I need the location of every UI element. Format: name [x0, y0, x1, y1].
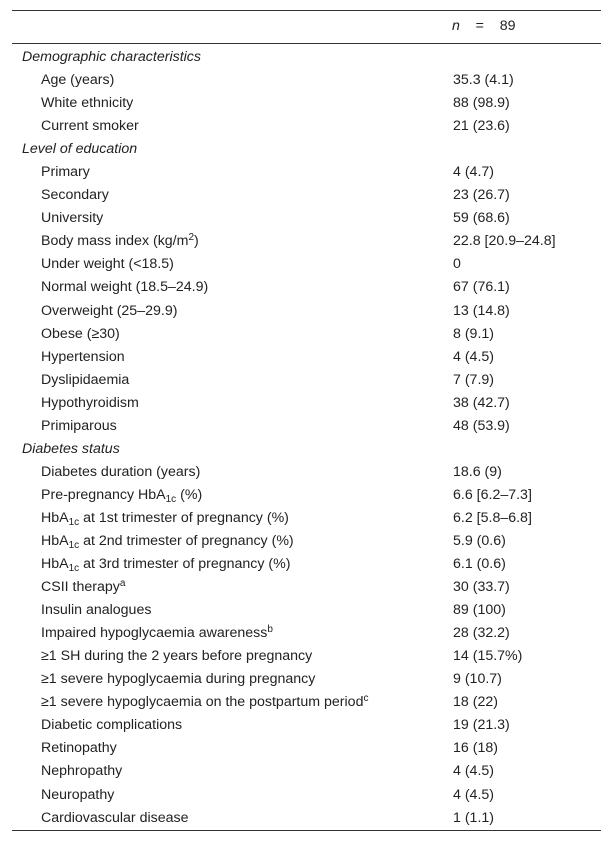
row-label — [41, 300, 177, 323]
label-text: Pre-pregnancy HbA — [41, 486, 166, 503]
section-heading-row — [12, 46, 601, 69]
label-text: Primiparous — [41, 417, 117, 434]
table-row — [12, 784, 601, 807]
row-value: 21 (23.6) — [453, 118, 510, 135]
label-text: ≥1 severe hypoglycaemia on the postpartum period — [41, 694, 364, 711]
row-label — [41, 346, 125, 369]
table-row — [12, 668, 601, 691]
row-value: 23 (26.7) — [453, 187, 510, 204]
table-body — [12, 44, 601, 830]
row-label — [41, 369, 129, 392]
row-label — [41, 69, 114, 92]
row-label — [41, 415, 117, 438]
label-subscript: 1c — [68, 539, 80, 551]
label-text: Current smoker — [41, 118, 139, 135]
label-suffix: ) — [194, 233, 199, 250]
row-label — [41, 807, 188, 830]
table-row — [12, 369, 601, 392]
label-superscript: b — [267, 624, 273, 636]
table-row — [12, 300, 601, 323]
row-label — [41, 530, 294, 553]
row-label — [41, 323, 120, 346]
table-row — [12, 392, 601, 415]
row-value: 6.6 [6.2–7.3] — [453, 486, 532, 503]
row-value: 22.8 [20.9–24.8] — [453, 233, 556, 250]
label-subscript: 1c — [68, 563, 80, 575]
table-row — [12, 161, 601, 184]
n-symbol: n — [452, 18, 460, 34]
label-text: Secondary — [41, 187, 109, 204]
label-text: Body mass index (kg/m — [41, 233, 189, 250]
row-value: 88 (98.9) — [453, 95, 510, 112]
label-text: Neuropathy — [41, 786, 115, 803]
label-text: Diabetes duration (years) — [41, 463, 201, 480]
section-heading-row — [12, 138, 601, 161]
table-row — [12, 645, 601, 668]
row-value: 4 (4.7) — [453, 164, 495, 181]
table-row — [12, 714, 601, 737]
label-text: Dyslipidaemia — [41, 371, 130, 388]
label-text: Diabetes status — [22, 440, 120, 457]
row-value: 30 (33.7) — [453, 579, 510, 596]
label-text: Age (years) — [41, 72, 115, 89]
label-suffix: at 3rd trimester of pregnancy (%) — [79, 556, 291, 573]
label-text: HbA — [41, 509, 69, 526]
label-superscript: a — [119, 578, 126, 590]
label-text: University — [41, 210, 104, 227]
row-value: 1 (1.1) — [453, 809, 495, 826]
label-text: White ethnicity — [41, 95, 134, 112]
label-text: Insulin analogues — [41, 602, 152, 619]
row-label — [41, 507, 289, 530]
label-text: Primary — [41, 164, 90, 181]
table-row — [12, 461, 601, 484]
table-row — [12, 323, 601, 346]
row-value: 38 (42.7) — [453, 394, 510, 411]
row-label — [41, 230, 199, 253]
label-text: Impaired hypoglycaemia awareness — [41, 625, 268, 642]
row-label — [41, 737, 117, 760]
label-text: Under weight (<18.5) — [41, 256, 174, 273]
label-suffix: at 2nd trimester of pregnancy (%) — [79, 532, 294, 549]
row-label — [41, 668, 315, 691]
table-row — [12, 576, 601, 599]
row-label — [41, 92, 133, 115]
row-label — [41, 714, 182, 737]
table-row — [12, 507, 601, 530]
label-suffix: (%) — [176, 486, 203, 503]
table-row — [12, 346, 601, 369]
label-text: Level of education — [22, 141, 138, 158]
table-header — [12, 11, 601, 44]
row-value: 4 (4.5) — [453, 763, 495, 780]
table-row — [12, 807, 601, 830]
sample-size — [452, 18, 516, 34]
table-row — [12, 415, 601, 438]
label-text: Hypertension — [41, 348, 125, 365]
n-value: 89 — [499, 18, 516, 34]
row-label — [41, 184, 109, 207]
label-text: ≥1 SH during the 2 years before pregnancy — [41, 648, 313, 665]
row-value: 14 (15.7%) — [453, 648, 523, 665]
table-row — [12, 760, 601, 783]
label-text: Demographic characteristics — [22, 49, 201, 65]
row-label — [41, 484, 202, 507]
table-row — [12, 207, 601, 230]
row-label — [41, 784, 114, 807]
label-text: Normal weight (18.5–24.9) — [41, 279, 209, 296]
row-label — [41, 622, 273, 645]
row-value: 9 (10.7) — [453, 671, 502, 688]
label-text: HbA — [41, 556, 69, 573]
row-label — [41, 392, 139, 415]
label-subscript: 1c — [165, 493, 177, 505]
label-text: Hypothyroidism — [41, 394, 139, 411]
label-text: Overweight (25–29.9) — [41, 302, 178, 319]
row-value: 18.6 (9) — [453, 463, 502, 480]
row-label — [41, 576, 125, 599]
label-text: CSII therapy — [41, 579, 120, 596]
table-row — [12, 115, 601, 138]
row-value: 28 (32.2) — [453, 625, 510, 642]
row-value: 48 (53.9) — [453, 417, 510, 434]
row-value: 4 (4.5) — [453, 786, 495, 803]
table-row — [12, 484, 601, 507]
table-row — [12, 92, 601, 115]
label-text: Retinopathy — [41, 740, 117, 757]
label-suffix: at 1st trimester of pregnancy (%) — [79, 509, 289, 526]
row-value: 13 (14.8) — [453, 302, 510, 319]
row-value: 5.9 (0.6) — [453, 532, 506, 549]
row-label — [41, 553, 291, 576]
characteristics-table — [12, 10, 601, 831]
row-label — [41, 207, 103, 230]
row-value: 35.3 (4.1) — [453, 72, 514, 89]
label-superscript: c — [363, 693, 369, 705]
section-heading — [22, 438, 120, 461]
row-label — [41, 599, 151, 622]
row-label — [41, 276, 208, 299]
row-value: 89 (100) — [453, 602, 506, 619]
table-row — [12, 253, 601, 276]
row-value: 0 — [453, 256, 461, 273]
label-text: Cardiovascular disease — [41, 809, 189, 826]
table-row — [12, 530, 601, 553]
row-value: 7 (7.9) — [453, 371, 495, 388]
row-label — [41, 115, 139, 138]
row-label — [41, 161, 90, 184]
row-value: 67 (76.1) — [453, 279, 510, 296]
table-row — [12, 553, 601, 576]
label-superscript: 2 — [188, 232, 195, 244]
table-row — [12, 276, 601, 299]
row-value: 8 (9.1) — [453, 325, 495, 342]
row-label — [41, 645, 312, 668]
table-row — [12, 69, 601, 92]
label-subscript: 1c — [68, 516, 80, 528]
table-row — [12, 691, 601, 714]
table-row — [12, 737, 601, 760]
row-value: 6.1 (0.6) — [453, 556, 506, 573]
section-heading — [22, 138, 137, 161]
table-row — [12, 230, 601, 253]
table-row — [12, 184, 601, 207]
label-text: Nephropathy — [41, 763, 123, 780]
row-value: 6.2 [5.8–6.8] — [453, 509, 532, 526]
row-value: 4 (4.5) — [453, 348, 495, 365]
row-value: 18 (22) — [453, 694, 498, 711]
label-text: Obese (≥30) — [41, 325, 120, 342]
row-value: 59 (68.6) — [453, 210, 510, 227]
row-value: 19 (21.3) — [453, 717, 510, 734]
label-text: Diabetic complications — [41, 717, 183, 734]
row-label — [41, 760, 122, 783]
row-value: 16 (18) — [453, 740, 498, 757]
n-equals: = — [475, 18, 484, 34]
table-row — [12, 599, 601, 622]
label-text: ≥1 severe hypoglycaemia during pregnancy — [41, 671, 316, 688]
section-heading-row — [12, 438, 601, 461]
row-label — [41, 253, 174, 276]
label-text: HbA — [41, 532, 69, 549]
table-row — [12, 622, 601, 645]
row-label — [41, 691, 368, 714]
row-label — [41, 461, 200, 484]
section-heading — [22, 46, 201, 69]
